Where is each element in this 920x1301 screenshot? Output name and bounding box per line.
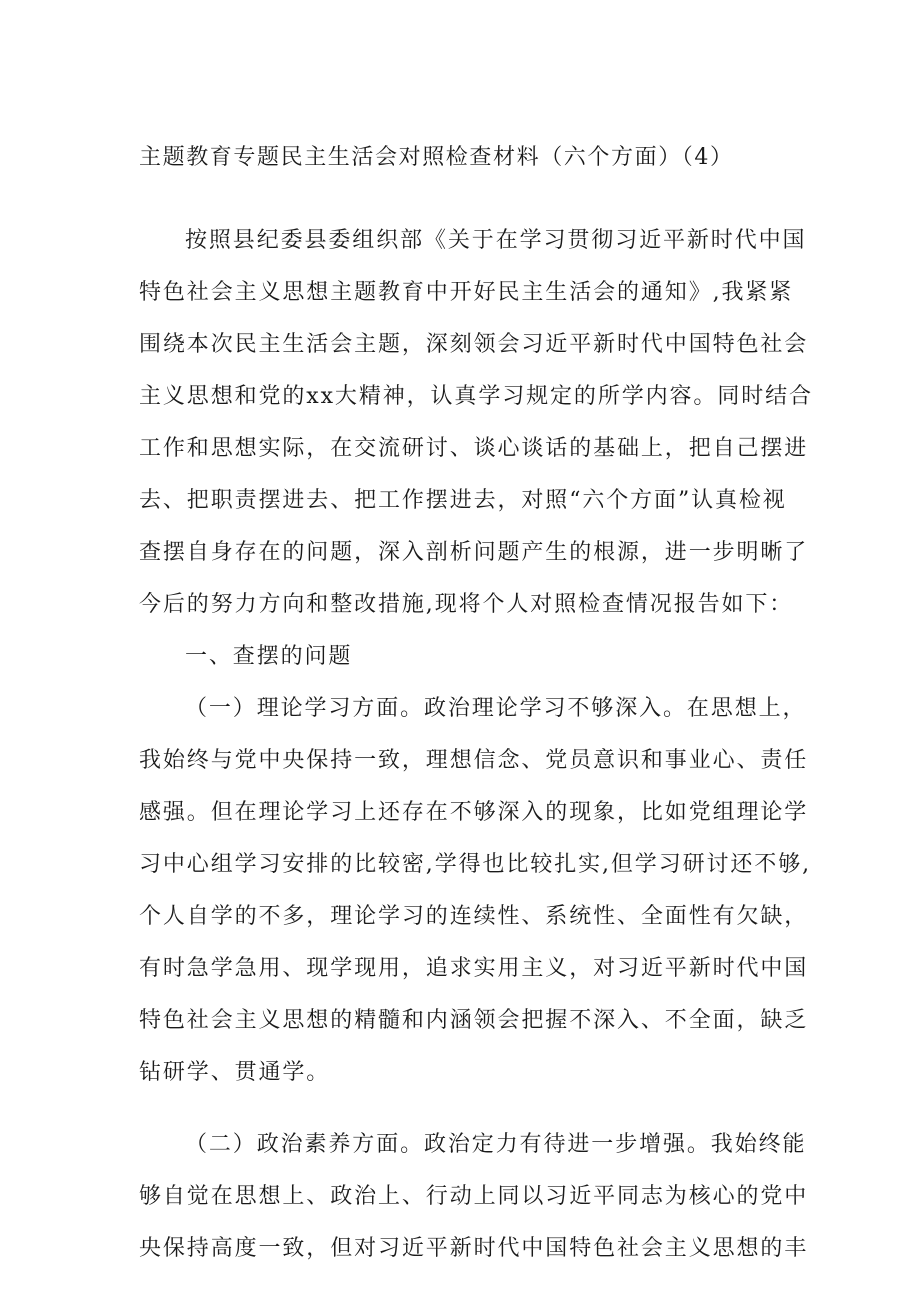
paragraph-intro (139, 215, 813, 631)
text-line: （一）理论学习方面。政治理论学习不够深入。在思想上， (185, 696, 807, 721)
text-line: 工作和思想实际，在交流研讨、谈心谈话的基础上，把自己摆进 (139, 436, 809, 461)
document-title: 主题教育专题民主生活会对照检查材料（六个方面）（4） (139, 145, 734, 170)
paragraph-theory-study (139, 683, 811, 1099)
text-line: 习中心组学习安排的比较密,学得也比较扎实,但学习研讨还不够, (139, 852, 811, 877)
text-line: 围绕本次民主生活会主题，深刻领会习近平新时代中国特色社会 (139, 332, 809, 357)
section-heading-text: 一、查摆的问题 (185, 644, 353, 669)
text-line: 感强。但在理论学习上还存在不够深入的现象，比如党组理论学 (139, 800, 809, 825)
text-line: 今后的努力方向和整改措施,现将个人对照检查情况报告如下： (139, 592, 794, 617)
text-line: 去、把职责摆进去、把工作摆进去，对照“六个方面”认真检视 (139, 488, 787, 513)
text-line: 央保持高度一致，但对习近平新时代中国特色社会主义思想的丰 (139, 1236, 809, 1261)
text-line: 有时急学急用、现学现用，追求实用主义，对习近平新时代中国 (139, 956, 809, 981)
paragraph-political-quality (139, 1119, 809, 1275)
text-line: 按照县纪委县委组织部《关于在学习贯彻习近平新时代中国 (185, 228, 807, 253)
document-body (139, 215, 813, 1275)
paragraph-spacer (139, 1099, 799, 1119)
section-heading (139, 631, 799, 683)
text-line: 特色社会主义思想的精髓和内涵领会把握不深入、不全面，缺乏 (139, 1008, 809, 1033)
text-line: 特色社会主义思想主题教育中开好民主生活会的通知》,我紧紧 (139, 280, 794, 305)
text-line: （二）政治素养方面。政治定力有待进一步增强。我始终能 (185, 1132, 807, 1157)
text-line: 够自觉在思想上、政治上、行动上同以习近平同志为核心的党中 (139, 1184, 809, 1209)
text-line: 个人自学的不多，理论学习的连续性、系统性、全面性有欠缺， (139, 904, 809, 929)
text-line: 查摆自身存在的问题，深入剖析问题产生的根源，进一步明晰了 (139, 540, 809, 565)
text-line: 主义思想和党的xx大精神，认真学习规定的所学内容。同时结合 (139, 384, 813, 409)
text-line: 我始终与党中央保持一致，理想信念、党员意识和事业心、责任 (139, 748, 809, 773)
text-line: 钻研学、贯通学。 (139, 1060, 331, 1085)
